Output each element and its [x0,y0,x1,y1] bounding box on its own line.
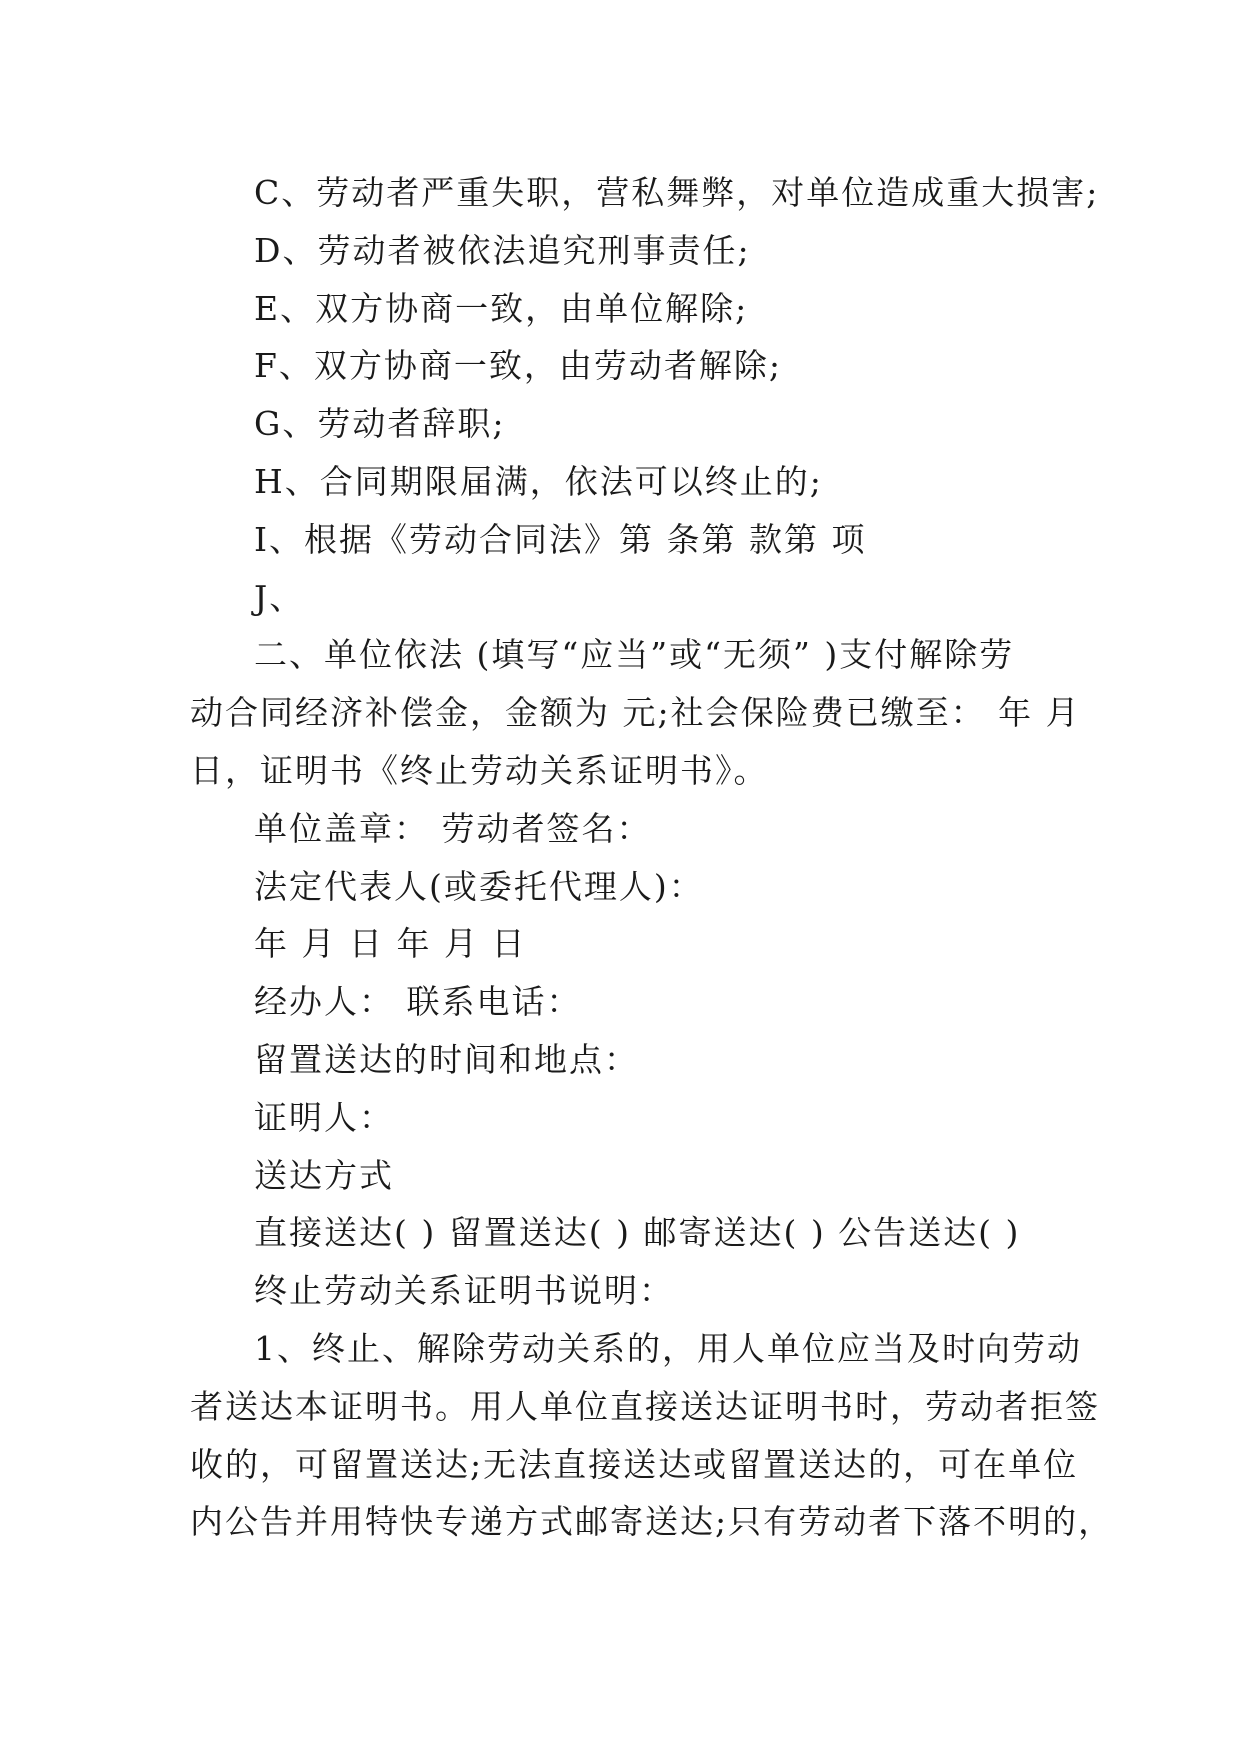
lien-delivery-line: 留置送达的时间和地点： [254,1039,639,1079]
section-two-line-1: 二、单位依法 (填写“应当”或“无须” )支付解除劳 [254,635,1015,675]
signature-line: 单位盖章： 劳动者签名： [254,808,652,848]
instructions-line-4: 内公告并用特快专递方式邮寄送达;只有劳动者下落不明的， [190,1502,1114,1542]
clause-d: D、劳动者被依法追究刑事责任; [254,230,751,270]
legal-representative-line: 法定代表人(或委托代理人)： [254,866,704,906]
date-line: 年 月 日 年 月 日 [254,924,527,964]
instructions-heading: 终止劳动关系证明书说明： [254,1271,674,1311]
clause-h: H、合同期限届满，依法可以终止的; [254,461,823,501]
clause-j: J、 [254,577,305,617]
clause-c: C、劳动者严重失职，营私舞弊，对单位造成重大损害; [254,173,1100,212]
clause-e: E、双方协商一致，由单位解除; [254,288,749,328]
witness-line: 证明人： [254,1097,394,1137]
delivery-method-options: 直接送达( ) 留置送达( ) 邮寄送达( ) 公告送达( ) [254,1213,1021,1253]
clause-f: F、双方协商一致，由劳动者解除; [254,346,783,386]
instructions-line-2: 者送达本证明书。用人单位直接送达证明书时，劳动者拒签 [190,1386,1100,1426]
section-two-line-2: 动合同经济补偿金，金额为 元;社会保险费已缴至： 年 月 [190,693,1081,733]
clause-i: I、根据《劳动合同法》第 条第 款第 项 [254,519,867,559]
section-two-line-3: 日，证明书《终止劳动关系证明书》。 [190,750,769,790]
handler-phone-line: 经办人： 联系电话： [254,982,582,1022]
clause-g: G、劳动者辞职; [254,404,506,444]
instructions-line-3: 收的，可留置送达;无法直接送达或留置送达的，可在单位 [190,1444,1079,1484]
instructions-line-1: 1、终止、解除劳动关系的，用人单位应当及时向劳动 [254,1328,1082,1368]
document-body [190,164,1114,1551]
delivery-method-heading: 送达方式 [254,1155,394,1195]
